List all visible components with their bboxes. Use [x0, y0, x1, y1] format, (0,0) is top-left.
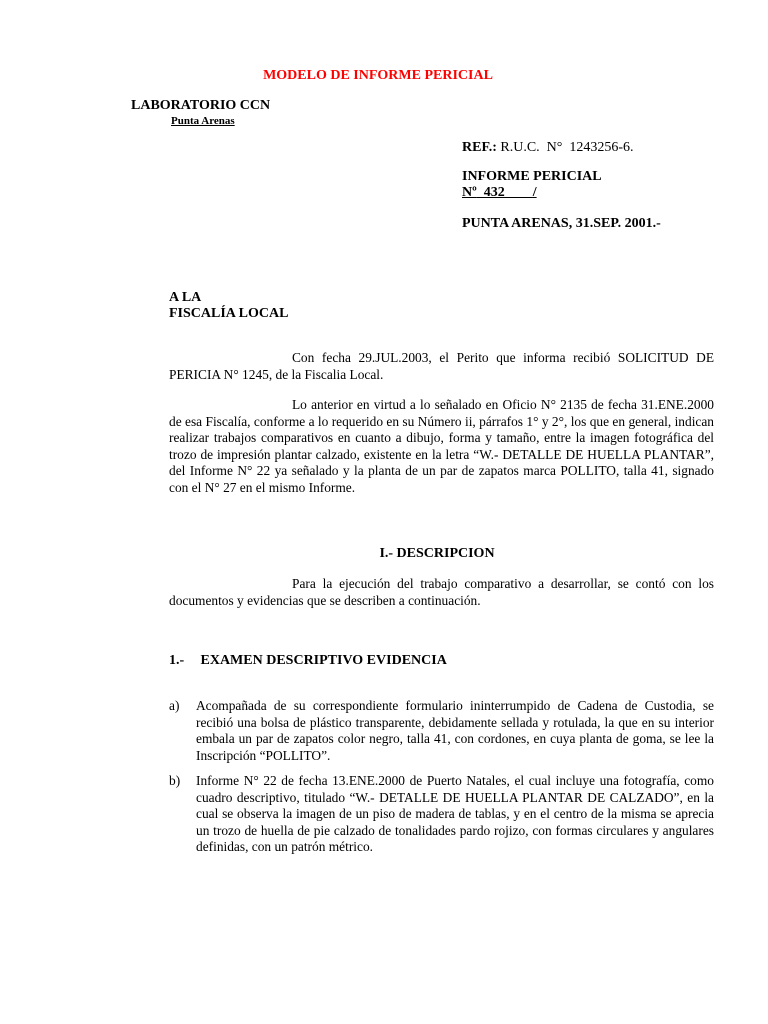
paragraph-context: Lo anterior en virtud a lo señalado en Oficio N° 2135 de fecha 31.ENE.2000 de esa Fiscalía, conforme a lo requerido en su Número ii, párrafos 1° y 2°, los que en general, indican realizar trabajos comparativos en cuanto a dibujo, forma y tamaño, entre la imagen fotográfica del trozo de impresión plantar calzado, existente en la letra “W.- DETALLE DE HUELLA PLANTAR”, del Informe N° 22 ya señalado y la planta de un par de zapatos marca POLLITO, talla 41, signado con el N° 27 en el mismo Informe.: [169, 397, 714, 495]
informe-suffix: /: [532, 185, 537, 200]
section-heading-descripcion: I.- DESCRIPCION: [379, 546, 495, 561]
addressee: [169, 290, 288, 322]
addressee-line-1: A LA: [169, 290, 202, 305]
subheading-examen: [169, 653, 447, 669]
lab-name: LABORATORIO CCN: [131, 98, 271, 113]
informe-number-line: [462, 185, 602, 201]
reference-line: [462, 140, 634, 156]
paragraph-intro: Con fecha 29.JUL.2003, el Perito que informa recibió SOLICITUD DE PERICIA N° 1245, de la Fiscalia Local.: [169, 350, 714, 382]
date-line: PUNTA ARENAS, 31.SEP. 2001.-: [462, 216, 661, 231]
list-item-text: Informe N° 22 de fecha 13.ENE.2000 de Puerto Natales, el cual incluye una fotografía, como cuadro descriptivo, titulado “W.- DETALLE DE HUELLA PLANTAR DE CALZADO”, en la cual se observa la imagen de un piso de madera de tablas, y en el centro de la misma se aprecia un trozo de huella de pie calzado de tonalidades pardo rojizo, con formas circulares y angulares definidas, con un patrón métrico.: [196, 773, 714, 855]
subheading-text: EXAMEN DESCRIPTIVO EVIDENCIA: [200, 653, 447, 668]
document-title: MODELO DE INFORME PERICIAL: [263, 68, 493, 83]
informe-number: 432____: [476, 185, 533, 200]
list-item-marker: a): [169, 698, 180, 713]
subheading-number: 1.-: [169, 653, 185, 668]
ref-label: REF.:: [462, 140, 497, 155]
informe-prefix: Nº: [462, 185, 477, 200]
lab-city: Punta Arenas: [171, 115, 235, 127]
informe-title: INFORME PERICIAL: [462, 169, 602, 184]
informe-block: [462, 169, 602, 201]
addressee-line-2: FISCALÍA LOCAL: [169, 306, 289, 321]
list-item-text: Acompañada de su correspondiente formulario ininterrumpido de Cadena de Custodia, se recibió una bolsa de plástico transparente, debidamente sellada y rotulada, la que en su interior embala un par de zapatos color negro, talla 41, con cordones, en cuya planta de goma, se lee la Inscripción “POLLITO”.: [196, 698, 714, 763]
list-item: [169, 698, 714, 764]
ref-value: R.U.C. N° 1243256-6.: [496, 140, 634, 155]
list-item: [169, 773, 714, 856]
list-item-marker: b): [169, 773, 181, 788]
paragraph-description: Para la ejecución del trabajo comparativo a desarrollar, se contó con los documentos y evidencias que se describen a continuación.: [169, 576, 714, 608]
